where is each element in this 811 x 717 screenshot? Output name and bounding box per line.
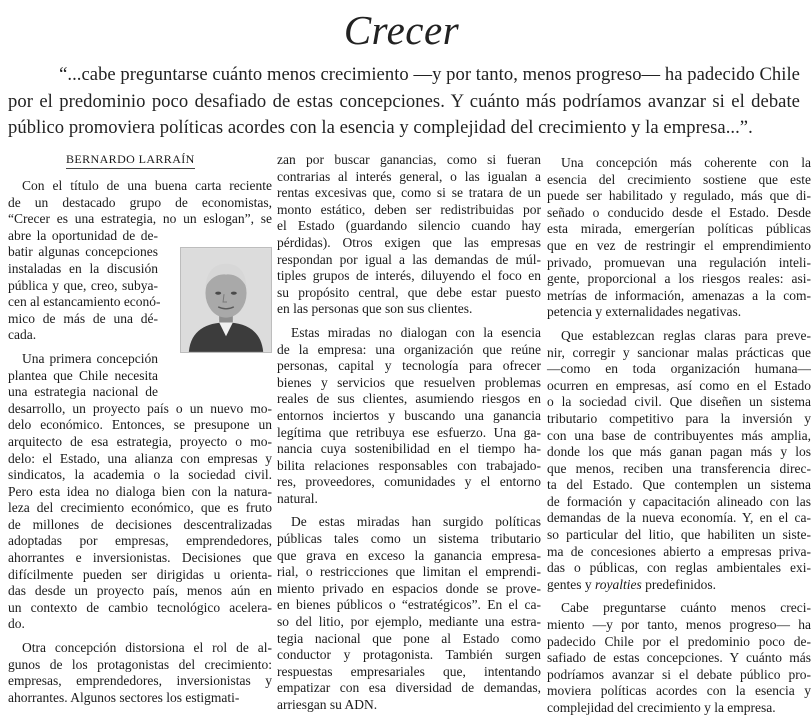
text-line: so del litio, por ejemplo, mediante una estra- — [277, 614, 541, 630]
text-line: Estas miradas no dialogan con la esencia — [291, 324, 541, 340]
text-line: das desde un proyecto país, menos aún en — [8, 583, 272, 599]
text-line: empatizar con esa diversidad de demandas, — [277, 680, 541, 696]
paragraph — [277, 514, 541, 713]
text-line: Cabe preguntarse cuánto menos creci- — [561, 600, 811, 616]
text-line: esencia del crecimiento sostiene que este — [547, 171, 811, 187]
text-line: de un destacado grupo de economistas, — [8, 194, 272, 210]
text-line: que en vez de restringir el emprendimiento — [547, 237, 811, 253]
text-line: abre la oportunidad de de- — [8, 227, 158, 243]
paragraph — [8, 351, 272, 633]
text-line: tegia nacional que pone al Estado como — [277, 630, 541, 646]
text-line: podríamos avanzar si el debate público pro- — [547, 666, 811, 682]
text-line: pública y que, creo, subya- — [8, 277, 158, 293]
text-line: tributario competitivo para la inversión y — [547, 410, 811, 426]
text-line: Pero esta idea no dialoga bien con la natura- — [8, 483, 272, 499]
text-line: adoptadas por empresas, emprendedores, — [8, 533, 272, 549]
text-line: el Estado (guardando silencio cuando hay — [277, 218, 541, 234]
text-line: cada. — [8, 327, 37, 343]
text-line: plantea que Chile necesita — [8, 367, 158, 383]
text-line: arquitecto de esa estrategia, proyecto o mo- — [8, 433, 272, 449]
text-fragment: predefinidos. — [641, 576, 716, 592]
text-line: mico de más de una dé- — [8, 310, 158, 326]
text-line: un contexto de cambio tecnológico acelera- — [8, 599, 272, 615]
paragraph — [277, 152, 541, 318]
text-line: gente, proporcional a los riesgos reales: asi- — [547, 271, 811, 287]
text-line: nancia cuya sostenibilidad en el tiempo ha- — [277, 441, 541, 457]
text-line: pérdidas). Otros exigen que las empresas — [277, 234, 541, 250]
article-column-1 — [8, 152, 272, 706]
text-line: personas, capital y tecnología para ofrecer — [277, 358, 541, 374]
text-line: conductor y protagonista. También surgen — [277, 647, 541, 663]
text-line: arriesgan su ADN. — [277, 697, 378, 712]
text-line: demandas de la nueva economía. Y, en el ca- — [547, 510, 811, 526]
text-line: res, proveedores, comunidades y el entorno — [277, 474, 541, 490]
text-line: en bienes públicos o “estratégicos”. En el ca- — [277, 597, 541, 613]
pull-quote — [8, 62, 800, 142]
article-title: Crecer — [343, 7, 460, 53]
text-line: do. — [8, 616, 25, 632]
text-line: delo: el Estado, una alianza con empresas y — [8, 450, 272, 466]
text-line: padecido Chile por el predominio poco de- — [547, 633, 811, 649]
text-line: instaladas en la discusión — [8, 260, 158, 276]
text-line: desarrollo, un proyecto país o un nuevo mo- — [8, 400, 272, 416]
text-line: señado o conducido desde el Estado. Desde — [547, 204, 811, 220]
text-line: donde los que más ganan pagan más y los — [547, 444, 811, 460]
text-line: que menos, reciben una transferencia direc- — [547, 460, 811, 476]
portrait-image — [181, 248, 271, 352]
text-line: reales de sus clientes, asumiendo riesgos en — [277, 391, 541, 407]
paragraph — [547, 328, 811, 594]
text-line: batir algunas concepciones — [8, 244, 158, 260]
text-line: sindicatos, la academia o la sociedad civil. — [8, 467, 272, 483]
text-line: empresas, emprendedores, inversionistas y — [8, 673, 272, 689]
text-line: en las personas que son sus clientes. — [277, 301, 473, 317]
text-line: gunos de los protagonistas del crecimiento: — [8, 656, 272, 672]
article-column-2 — [277, 152, 541, 714]
text-line: ta del Estado. Que contemplen un sistema — [547, 477, 811, 493]
text-line: nir, corregir y sancionar malas prácticas que — [547, 344, 811, 360]
text-line: bilita relaciones responsables con trabajado- — [277, 457, 541, 473]
text-line: de millones de decisiones descentralizadas — [8, 516, 272, 532]
text-line: de la empresa: una organización que reúne — [277, 341, 541, 357]
text-line: Una primera concepción — [22, 350, 158, 366]
text-line: ma de concesiones abierto a empresas priva- — [547, 543, 811, 559]
text-line: delo económico. Entonces, se presupone un — [8, 417, 272, 433]
paragraph — [8, 640, 272, 706]
text-line: monto estático, deben ser redistribuidas por — [277, 201, 541, 217]
pull-quote-line: “...cabe preguntarse cuánto menos crecimiento —y por tanto, menos progreso— ha padecido Chile — [59, 64, 800, 85]
text-line: rentas excesivas que, como si se tratara de un — [277, 185, 541, 201]
byline — [8, 152, 272, 170]
text-line: so particular del litio, que habiliten un siste- — [547, 527, 811, 543]
text-line: —como en toda organización humana— — [547, 361, 811, 377]
text-line: Otra concepción distorsiona el rol de al- — [22, 640, 272, 656]
text-line: “Crecer es una estrategia, no un eslogan”, se — [8, 211, 272, 227]
pull-quote-line: por el predominio poco desafiado de estas concepciones. Y cuánto más podríamos avanzar si el debate — [8, 90, 800, 112]
text-line: que grava en exceso la ganancia empresa- — [277, 547, 541, 563]
text-line: complejidad del crecimiento y la empresa. — [547, 700, 776, 715]
text-line: ahorrantes e inversionistas. Decisiones que — [8, 550, 272, 566]
text-line: legítima que retribuya ese esfuerzo. Una ga- — [277, 424, 541, 440]
article-column-3 — [547, 155, 811, 717]
author-photo — [180, 247, 272, 353]
text-line: miento privado en espacios donde se prove- — [277, 580, 541, 596]
author-name: BERNARDO LARRAÍN — [66, 152, 195, 169]
text-line: tiples grupos de interés, diluyendo el foco en — [277, 268, 541, 284]
text-line: entornos inciertos y buscando una ganancia — [277, 407, 541, 423]
text-line: bienes y servicios que resuelven problemas — [277, 374, 541, 390]
text-line: respuestas empresariales que, intentando — [277, 663, 541, 679]
text-line: Con el título de una buena carta reciente — [22, 178, 272, 193]
text-line: esta mirada, emergerían políticas públicas — [547, 221, 811, 237]
text-line: miento —y por tanto, menos progreso— ha — [547, 617, 811, 633]
text-line: Una concepción más coherente con la — [561, 155, 811, 170]
text-line: metrías de información, amenazas a la com- — [547, 287, 811, 303]
text-line: de formación y capacitación alineado con las — [547, 493, 811, 509]
text-line: rial, o restricciones que limitan el emprendi- — [277, 564, 541, 580]
text-line: su propósito central, que debe estar puesto — [277, 284, 541, 300]
text-line: públicas tales como un sistema tributario — [277, 531, 541, 547]
text-line: cen al estancamiento econó- — [8, 294, 161, 310]
text-line: ocurren en empresas, así como en el Estado — [547, 377, 811, 393]
text-line: respondan por igual a las demandas de múl- — [277, 251, 541, 267]
text-line: puede ser habilitado y regulado, más que di- — [547, 188, 811, 204]
text-line: difícilmente pueden ser dirigidas u orienta- — [8, 566, 272, 582]
text-line: contrarias al interés general, o las igualan a — [277, 168, 541, 184]
text-line: privado, promuevan una regulación inteli- — [547, 254, 811, 270]
text-line: o la sociedad civil. Que diseñen un sistema — [547, 394, 811, 410]
paragraph — [547, 600, 811, 716]
pull-quote-line: público promoviera políticas acordes con la esencia y complejidad del crecimiento y la empresa...”. — [8, 117, 753, 138]
italic-term: royalties — [595, 576, 642, 592]
text-line: leza del crecimiento económico, que es fruto — [8, 500, 272, 516]
text-line: zan por buscar ganancias, como si fueran — [277, 152, 541, 167]
text-line: natural. — [277, 490, 318, 506]
text-line: con una base de contribuyentes más amplia, — [547, 427, 811, 443]
text-line: Que establezcan reglas claras para preve- — [561, 327, 811, 343]
text-line: petencia y externalidades negativas. — [547, 304, 742, 320]
paragraph — [547, 155, 811, 321]
text-line — [547, 577, 811, 594]
text-line: safiado de estas concepciones. Y cuánto más — [547, 650, 811, 666]
paragraph — [277, 325, 541, 508]
text-line: moviera políticas acordes con la esencia y — [547, 683, 811, 699]
text-line: una estrategia nacional de — [8, 384, 158, 400]
text-line: das o públicas, con reglas ambientales exi- — [547, 560, 811, 576]
text-line: ahorrantes. Algunos sectores los estigmati- — [8, 689, 240, 705]
text-fragment: gentes y — [547, 576, 595, 592]
text-line: De estas miradas han surgido políticas — [291, 514, 541, 530]
